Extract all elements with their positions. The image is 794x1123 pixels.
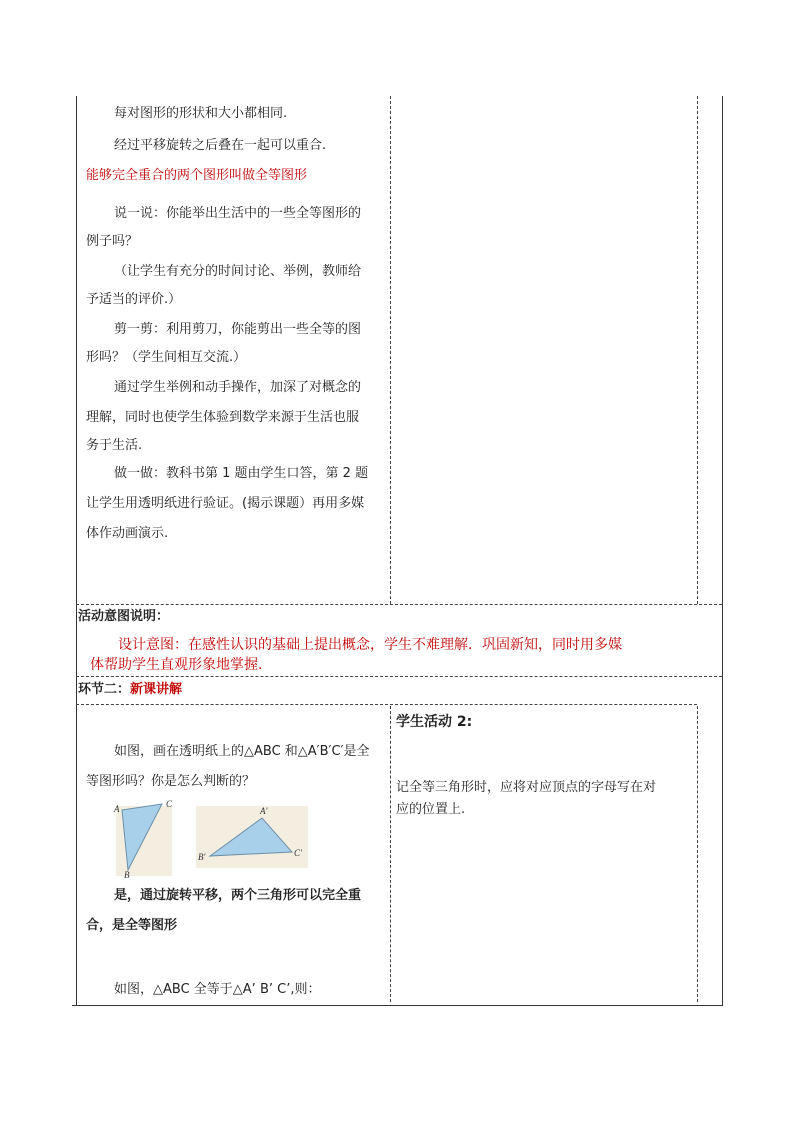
label-a-prime: A′ bbox=[260, 806, 268, 816]
cut-prompt-line2: 形吗？（学生间相互交流.） bbox=[86, 350, 247, 365]
intent-line1: 设计意图：在感性认识的基础上提出概念，学生不难理解．巩固新知，同时用多媒 bbox=[118, 637, 622, 653]
column-divider-top bbox=[390, 96, 391, 604]
exercise-line3: 体作动画演示. bbox=[86, 526, 169, 541]
label-b-prime: B′ bbox=[198, 852, 206, 862]
label-a: A bbox=[114, 804, 120, 814]
explanation-line2: 理解，同时也使学生体验到数学来源于生活也服 bbox=[86, 410, 360, 425]
student-note-line2: 应的位置上. bbox=[396, 802, 466, 817]
row-divider-2 bbox=[76, 676, 722, 677]
student-activity-heading: 学生活动 2: bbox=[396, 714, 473, 730]
row-divider-3 bbox=[76, 704, 697, 705]
cut-prompt-line1: 剪一剪：利用剪刀，你能剪出一些全等的图 bbox=[114, 322, 362, 337]
text-line-translate-rotate: 经过平移旋转之后叠在一起可以重合. bbox=[114, 138, 327, 153]
say-prompt-line1: 说一说：你能举出生活中的一些全等图形的 bbox=[114, 206, 362, 221]
intent-heading: 活动意图说明： bbox=[78, 609, 170, 624]
triangle-figure bbox=[110, 798, 310, 878]
answer-line2: 合，是全等图形 bbox=[86, 918, 178, 933]
student-note-line1: 记全等三角形时，应将对应顶点的字母写在对 bbox=[396, 780, 657, 795]
text-line-shapes-same: 每对图形的形状和大小都相同. bbox=[114, 106, 288, 121]
exercise-line2: 让学生用透明纸进行验证。(揭示课题）再用多媒 bbox=[86, 496, 365, 511]
answer-line1: 是，通过旋转平移，两个三角形可以完全重 bbox=[114, 888, 362, 903]
table-border-right bbox=[722, 96, 723, 1006]
section-title: 新课讲解 bbox=[130, 682, 183, 697]
question-line1: 如图，画在透明纸上的△ABC 和△A′B′C′是全 bbox=[114, 744, 370, 759]
section-number: 环节二： bbox=[78, 682, 131, 697]
right-margin-divider-top bbox=[697, 96, 698, 604]
say-prompt-line2: 例子吗？ bbox=[86, 234, 139, 249]
label-c-prime: C′ bbox=[294, 848, 302, 858]
right-margin-divider-bottom bbox=[697, 706, 698, 1002]
table-border-left bbox=[76, 96, 77, 1006]
label-c: C bbox=[166, 799, 173, 809]
congruence-statement: 如图，△ABC 全等于△A’ B’ C’,则： bbox=[114, 982, 321, 997]
discussion-note-line2: 予适当的评价.） bbox=[86, 292, 182, 307]
explanation-line1: 通过学生举例和动手操作，加深了对概念的 bbox=[114, 380, 362, 395]
question-line2: 等图形吗？你是怎么判断的？ bbox=[86, 774, 256, 789]
label-b: B bbox=[124, 870, 130, 878]
exercise-line1: 做一做：教科书第 1 题由学生口答，第 2 题 bbox=[114, 466, 369, 481]
column-divider-bottom bbox=[390, 706, 391, 1002]
intent-line2: 体帮助学生直观形象地掌握. bbox=[90, 657, 263, 673]
section-label bbox=[78, 680, 182, 700]
explanation-line3: 务于生活. bbox=[86, 438, 143, 453]
table-border-bottom bbox=[72, 1005, 723, 1006]
row-divider-1 bbox=[76, 604, 722, 605]
definition-congruent-figures: 能够完全重合的两个图形叫做全等图形 bbox=[86, 168, 308, 183]
discussion-note-line1: （让学生有充分的时间讨论、举例，教师给 bbox=[114, 264, 362, 279]
